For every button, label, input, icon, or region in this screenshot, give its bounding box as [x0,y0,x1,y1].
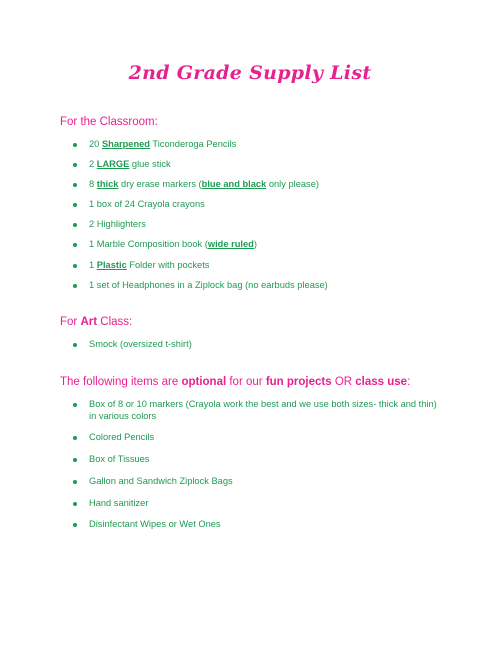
art-heading: For Art Class: [60,316,133,328]
bullet-icon [73,403,77,407]
bullet-icon [73,502,77,506]
art-list [60,339,445,359]
bullet-icon [73,203,77,207]
bullet-icon [73,284,77,288]
list-item: 1 set of Headphones in a Ziplock bag (no earbuds please) [60,280,445,292]
classroom-list [60,139,445,300]
bullet-icon [73,343,77,347]
list-item: 20 Sharpened Ticonderoga Pencils [60,139,445,151]
list-item: Gallon and Sandwich Ziplock Bags [60,476,445,488]
list-item: Smock (oversized t-shirt) [60,339,445,351]
list-item: Box of Tissues [60,454,445,466]
page-title: 2nd Grade Supply List [128,62,372,84]
list-item: 2 Highlighters [60,219,445,231]
list-item: 1 Marble Composition book (wide ruled) [60,239,445,251]
bullet-icon [73,523,77,527]
bullet-icon [73,458,77,462]
optional-heading: The following items are optional for our fun projects OR class use: [60,376,411,388]
bullet-icon [73,436,77,440]
bullet-icon [73,480,77,484]
list-item: 8 thick dry erase markers (blue and black only please) [60,179,445,191]
list-item: Colored Pencils [60,432,445,444]
bullet-icon [73,243,77,247]
list-item: 1 Plastic Folder with pockets [60,260,445,272]
bullet-icon [73,223,77,227]
list-item: 2 LARGE glue stick [60,159,445,171]
optional-list [60,399,445,541]
list-item: Box of 8 or 10 markers (Crayola work the best and we use both sizes- thick and thin) in various colors [60,399,445,422]
list-item: 1 box of 24 Crayola crayons [60,199,445,211]
list-item: Disinfectant Wipes or Wet Ones [60,519,445,531]
classroom-heading: For the Classroom: [60,116,158,128]
bullet-icon [73,183,77,187]
bullet-icon [73,143,77,147]
bullet-icon [73,264,77,268]
bullet-icon [73,163,77,167]
list-item: Hand sanitizer [60,498,445,510]
